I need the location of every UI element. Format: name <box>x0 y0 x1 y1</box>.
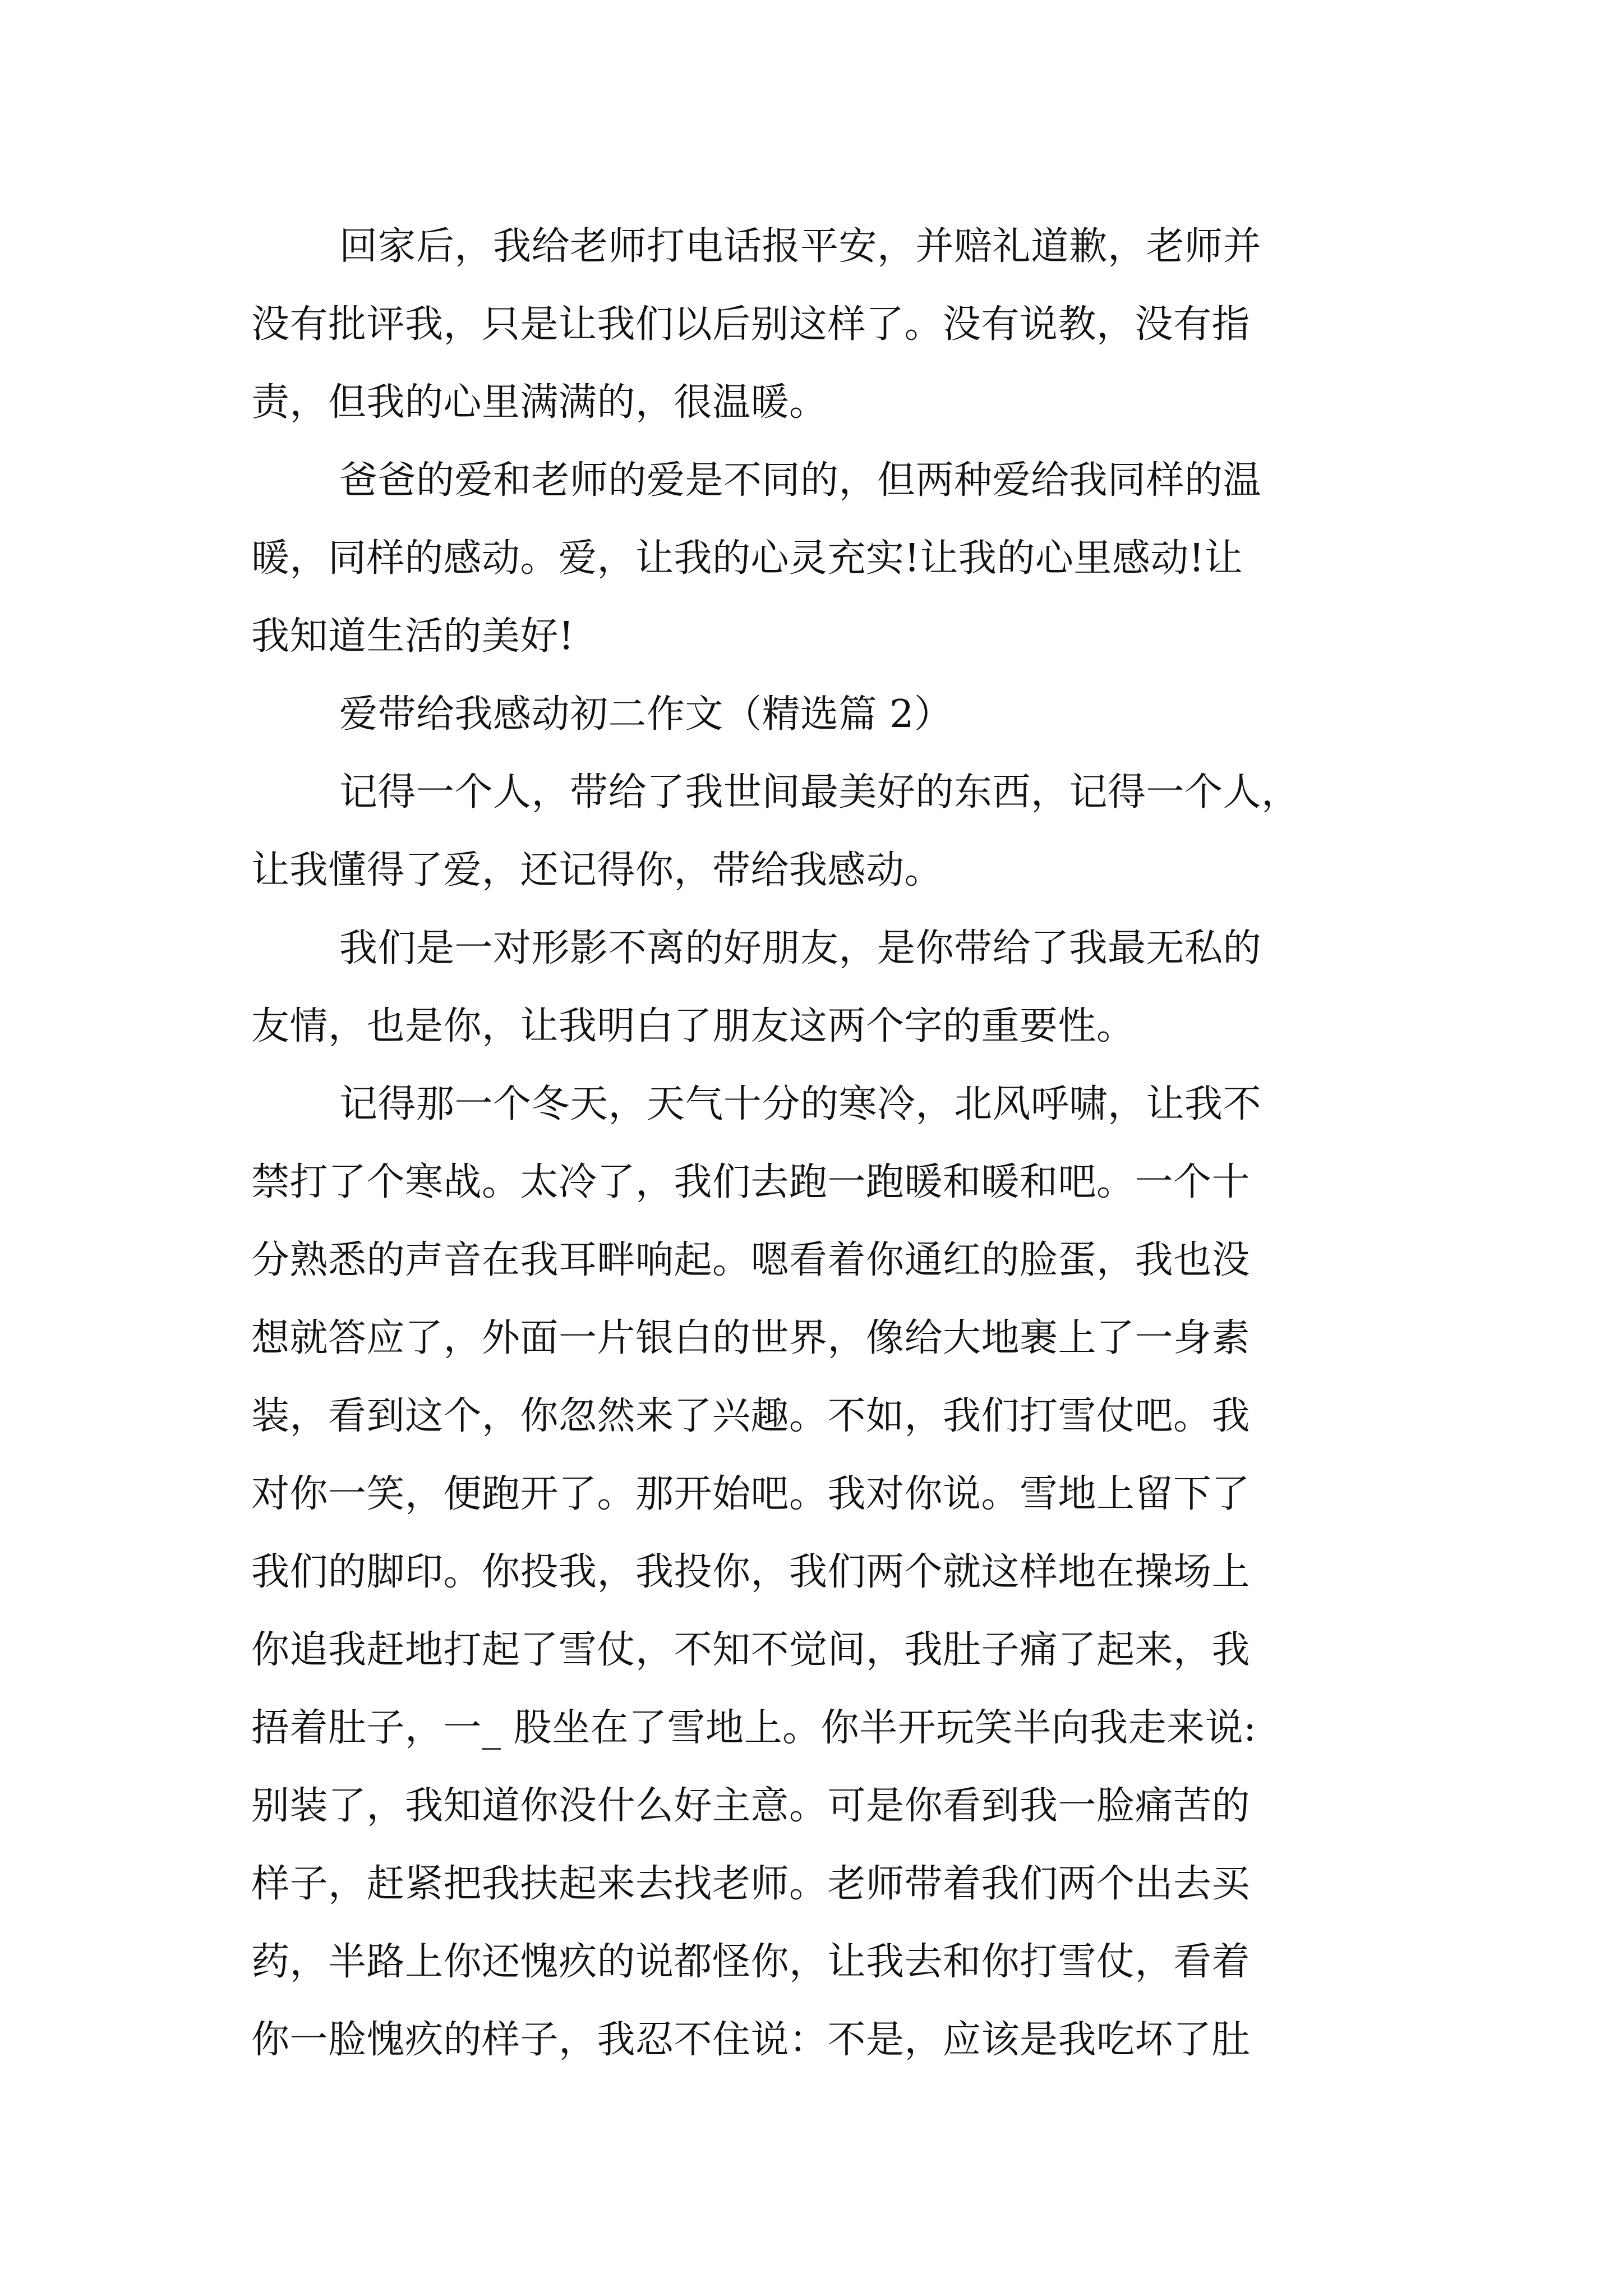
line-text: 对你一笑，便跑开了。那开始吧。我对你说。雪地上留下了 <box>251 1472 1251 1516</box>
text-line <box>0 364 1623 442</box>
line-text: 你一脸愧疚的样子，我忍不住说：不是，应该是我吃坏了肚 <box>251 2018 1251 2062</box>
text-line <box>0 597 1623 676</box>
text-line <box>0 987 1623 1066</box>
line-text: 分熟悉的声音在我耳畔响起。嗯看着你通红的脸蛋，我也没 <box>251 1238 1251 1282</box>
line-text: 禁打了个寒战。太冷了，我们去跑一跑暖和暖和吧。一个十 <box>251 1160 1251 1204</box>
line-text: 记得那一个冬天，天气十分的寒冷，北风呼啸，让我不 <box>339 1082 1262 1126</box>
line-text: 捂着肚子，一_ 股坐在了雪地上。你半开玩笑半向我走来说: <box>251 1706 1257 1750</box>
line-text: 别装了，我知道你没什么好主意。可是你看到我一脸痛苦的 <box>251 1784 1251 1828</box>
line-text: 药，半路上你还愧疚的说都怪你，让我去和你打雪仗，看着 <box>251 1940 1251 1984</box>
line-text: 爸爸的爱和老师的爱是不同的，但两种爱给我同样的温 <box>339 458 1262 503</box>
text-line <box>0 831 1623 910</box>
line-text: 样子，赶紧把我扶起来去找老师。老师带着我们两个出去买 <box>251 1862 1251 1906</box>
line-text: 我们是一对形影不离的好朋友，是你带给了我最无私的 <box>339 926 1262 970</box>
text-line <box>0 1377 1623 1456</box>
text-line <box>0 1299 1623 1378</box>
line-text: 你追我赶地打起了雪仗，不知不觉间，我肚子痛了起来，我 <box>251 1628 1251 1672</box>
line-text: 责，但我的心里满满的，很温暖。 <box>251 380 828 425</box>
text-line <box>0 1533 1623 1612</box>
text-line <box>0 1923 1623 2001</box>
text-line <box>0 286 1623 364</box>
text-line <box>0 1455 1623 1534</box>
line-text: 我知道生活的美好! <box>251 614 574 659</box>
text-line <box>0 1845 1623 1924</box>
line-text: 想就答应了，外面一片银白的世界，像给大地裹上了一身素 <box>251 1316 1251 1360</box>
text-line <box>0 2001 1623 2079</box>
line-text: 友情，也是你，让我明白了朋友这两个字的重要性。 <box>251 1004 1135 1048</box>
text-line <box>0 753 1623 832</box>
line-text: 暖，同样的感动。爱，让我的心灵充实!让我的心里感动!让 <box>251 536 1243 581</box>
section-heading <box>0 675 1623 754</box>
text-line <box>0 1689 1623 1768</box>
line-text: 装，看到这个，你忽然来了兴趣。不如，我们打雪仗吧。我 <box>251 1394 1251 1438</box>
text-line <box>0 1221 1623 1300</box>
line-text: 没有批评我，只是让我们以后别这样了。没有说教，没有指 <box>251 302 1251 347</box>
text-line <box>0 519 1623 598</box>
text-line <box>0 1611 1623 1690</box>
text-line <box>0 441 1623 520</box>
text-line <box>0 1065 1623 1144</box>
line-text: 记得一个人，带给了我世间最美好的东西，记得一个人， <box>339 770 1300 815</box>
line-text: 回家后，我给老师打电话报平安，并赔礼道歉，老师并 <box>339 224 1262 269</box>
text-line <box>0 1143 1623 1222</box>
text-line <box>0 208 1623 286</box>
text-line <box>0 909 1623 988</box>
heading-text: 爱带给我感动初二作文（精选篇 2） <box>339 692 953 737</box>
text-line <box>0 1767 1623 1846</box>
line-text: 让我懂得了爱，还记得你，带给我感动。 <box>251 848 943 892</box>
line-text: 我们的脚印。你投我，我投你，我们两个就这样地在操场上 <box>251 1550 1251 1594</box>
